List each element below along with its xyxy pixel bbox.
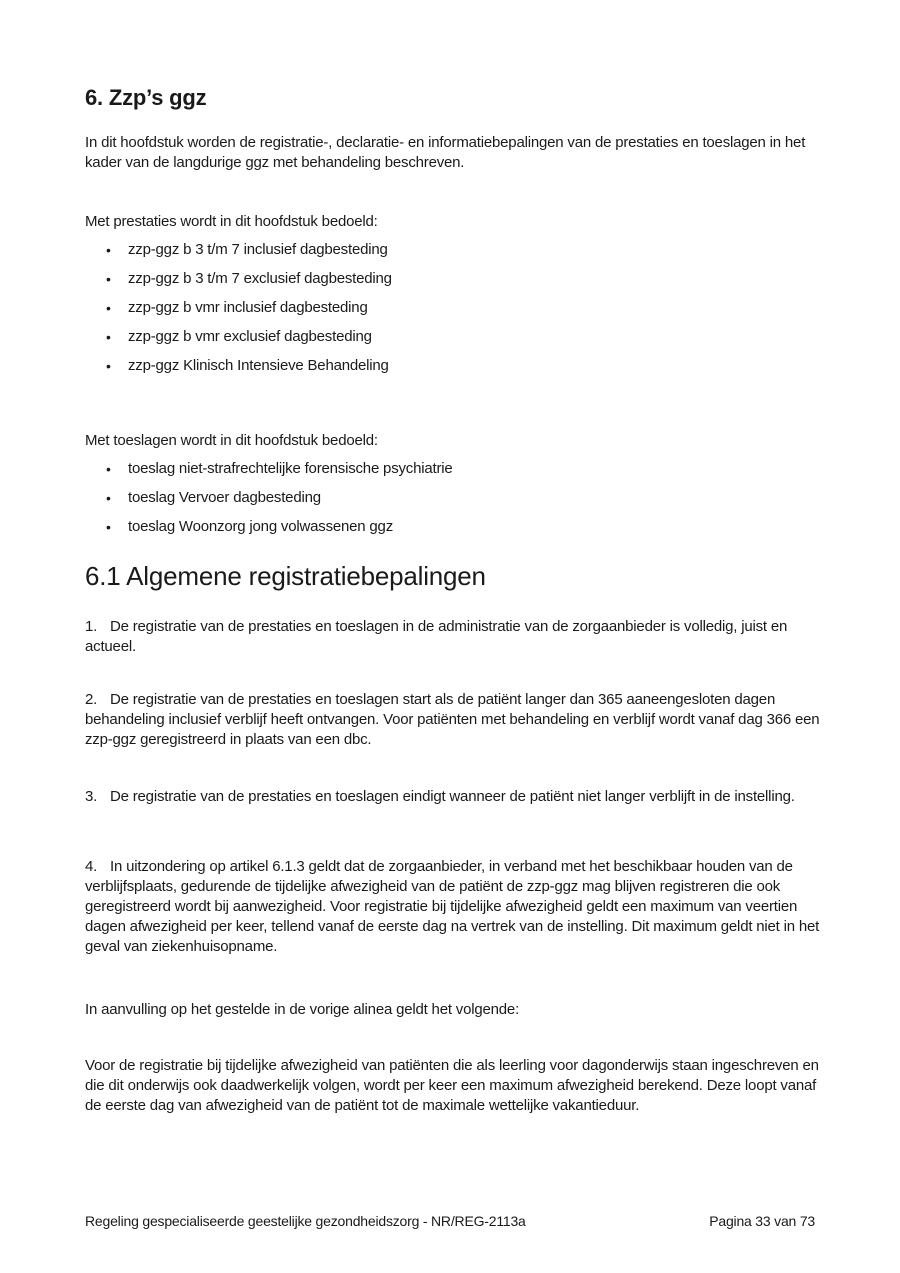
prestaties-lead-paragraph: Met prestaties wordt in dit hoofdstuk bedoeld: — [85, 213, 378, 230]
footer-page-number: Pagina 33 van 73 — [709, 1213, 815, 1229]
provision-number: 4. — [85, 858, 98, 875]
provision-text: In uitzondering op artikel 6.1.3 geldt dat de zorgaanbieder, in verband met het beschikbaar houden van de verblijfsplaats, gedurende de tijdelijke afwezigheid van de patiënt de zzp-ggz mag blijven registreren die ook geregistreerd wordt bij aanwezigheid. Voor registratie bij tijdelijke afwezigheid geldt een maximum van veertien dagen afwezigheid per keer, tellend vanaf de eerste dag na vertrek van de instelling. Dit maximum geldt niet in het geval van ziekenhuisopname. — [85, 858, 820, 955]
numbered-provision — [85, 787, 820, 807]
list-item: • zzp-ggz Klinisch Intensieve Behandeling — [85, 356, 820, 376]
provision-number: 2. — [85, 691, 98, 708]
chapter-intro-paragraph: In dit hoofdstuk worden de registratie-, declaratie- en informatiebepalingen van de prestaties en toeslagen in het kader van de langdurige ggz met behandeling beschreven. — [85, 134, 806, 171]
numbered-provision — [85, 617, 820, 657]
provision-number: 1. — [85, 618, 98, 635]
provision-number: 3. — [85, 788, 98, 805]
footer-document-reference: Regeling gespecialiseerde geestelijke gezondheidszorg - NR/REG-2113a — [85, 1213, 526, 1229]
provision-text: De registratie van de prestaties en toeslagen start als de patiënt langer dan 365 aaneengesloten dagen behandeling inclusief verblijf heeft ontvangen. Voor patiënten met behandeling en verblijf wordt vanaf dag 366 een zzp-ggz geregistreerd in plaats van een dbc. — [85, 691, 820, 748]
chapter-heading: 6. Zzp’s ggz — [85, 85, 207, 110]
page-footer — [85, 1212, 815, 1230]
list-item: • toeslag Woonzorg jong volwassenen ggz — [85, 517, 820, 537]
toeslagen-lead-paragraph: Met toeslagen wordt in dit hoofdstuk bedoeld: — [85, 432, 378, 449]
list-item: • toeslag Vervoer dagbesteding — [85, 488, 820, 508]
list-item: • zzp-ggz b vmr inclusief dagbesteding — [85, 298, 820, 318]
list-item: • toeslag niet-strafrechtelijke forensische psychiatrie — [85, 459, 820, 479]
toeslagen-bullet-list — [85, 459, 820, 546]
section-heading: 6.1 Algemene registratiebepalingen — [85, 561, 486, 591]
provision-text: De registratie van de prestaties en toeslagen in de administratie van de zorgaanbieder is volledig, juist en actueel. — [85, 618, 788, 655]
provision-text: De registratie van de prestaties en toeslagen eindigt wanneer de patiënt niet langer verblijft in de instelling. — [110, 788, 795, 805]
list-item: • zzp-ggz b vmr exclusief dagbesteding — [85, 327, 820, 347]
aanvulling-paragraph: In aanvulling op het gestelde in de vorige alinea geldt het volgende: — [85, 1001, 520, 1018]
list-item: • zzp-ggz b 3 t/m 7 inclusief dagbesteding — [85, 240, 820, 260]
numbered-provision — [85, 690, 820, 750]
list-item: • zzp-ggz b 3 t/m 7 exclusief dagbesteding — [85, 269, 820, 289]
leerling-paragraph: Voor de registratie bij tijdelijke afwezigheid van patiënten die als leerling voor dagonderwijs staan ingeschreven en die dit onderwijs ook daadwerkelijk volgen, wordt per keer een maximum afwezigheid berekend. Deze loopt vanaf de eerste dag van afwezigheid van de patiënt tot de maximale wettelijke vakantieduur. — [85, 1057, 819, 1114]
numbered-provision — [85, 857, 820, 957]
prestaties-bullet-list — [85, 240, 820, 385]
